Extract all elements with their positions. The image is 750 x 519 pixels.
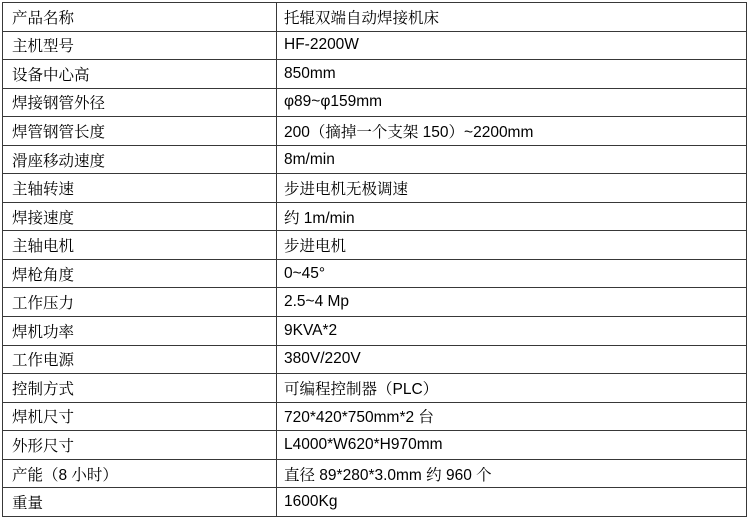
spec-label-cell: 焊管钢管长度 [3, 117, 277, 146]
spec-value-cell: 9KVA*2 [277, 317, 747, 346]
spec-label-cell: 焊接速度 [3, 202, 277, 231]
spec-label-cell: 焊接钢管外径 [3, 88, 277, 117]
spec-value-cell: 2.5~4 Mp [277, 288, 747, 317]
spec-value-cell: 380V/220V [277, 345, 747, 374]
table-row [3, 145, 747, 174]
spec-label-cell: 焊枪角度 [3, 259, 277, 288]
spec-value-cell: 850mm [277, 60, 747, 89]
spec-value-cell: L4000*W620*H970mm [277, 431, 747, 460]
spec-value-cell: φ89~φ159mm [277, 88, 747, 117]
spec-label-cell: 产品名称 [3, 3, 277, 32]
spec-label-cell: 主机型号 [3, 31, 277, 60]
table-row [3, 459, 747, 488]
spec-label-cell: 控制方式 [3, 374, 277, 403]
table-row [3, 202, 747, 231]
spec-value-cell: 步进电机 [277, 231, 747, 260]
table-row [3, 3, 747, 32]
table-row [3, 345, 747, 374]
spec-label-cell: 重量 [3, 488, 277, 517]
spec-value-cell: 200（摘掉一个支架 150）~2200mm [277, 117, 747, 146]
table-row [3, 288, 747, 317]
spec-label-cell: 焊机功率 [3, 317, 277, 346]
spec-value-cell: 直径 89*280*3.0mm 约 960 个 [277, 459, 747, 488]
spec-value-cell: HF-2200W [277, 31, 747, 60]
spec-label-cell: 工作压力 [3, 288, 277, 317]
spec-label-cell: 焊机尺寸 [3, 402, 277, 431]
table-row [3, 60, 747, 89]
spec-value-cell: 可编程控制器（PLC） [277, 374, 747, 403]
spec-label-cell: 主轴电机 [3, 231, 277, 260]
spec-value-cell: 0~45° [277, 259, 747, 288]
table-row [3, 431, 747, 460]
spec-value-cell: 1600Kg [277, 488, 747, 517]
spec-value-cell: 720*420*750mm*2 台 [277, 402, 747, 431]
table-row [3, 259, 747, 288]
table-row [3, 402, 747, 431]
spec-value-cell: 8m/min [277, 145, 747, 174]
spec-label-cell: 滑座移动速度 [3, 145, 277, 174]
spec-label-cell: 设备中心高 [3, 60, 277, 89]
table-row [3, 317, 747, 346]
table-row [3, 88, 747, 117]
spec-value-cell: 托辊双端自动焊接机床 [277, 3, 747, 32]
spec-label-cell: 外形尺寸 [3, 431, 277, 460]
spec-label-cell: 工作电源 [3, 345, 277, 374]
spec-table [2, 2, 747, 517]
spec-label-cell: 主轴转速 [3, 174, 277, 203]
spec-table-body [3, 3, 747, 517]
table-row [3, 174, 747, 203]
table-row [3, 117, 747, 146]
table-row [3, 231, 747, 260]
spec-value-cell: 约 1m/min [277, 202, 747, 231]
table-row [3, 31, 747, 60]
spec-label-cell: 产能（8 小时） [3, 459, 277, 488]
table-row [3, 374, 747, 403]
table-row [3, 488, 747, 517]
spec-value-cell: 步进电机无极调速 [277, 174, 747, 203]
